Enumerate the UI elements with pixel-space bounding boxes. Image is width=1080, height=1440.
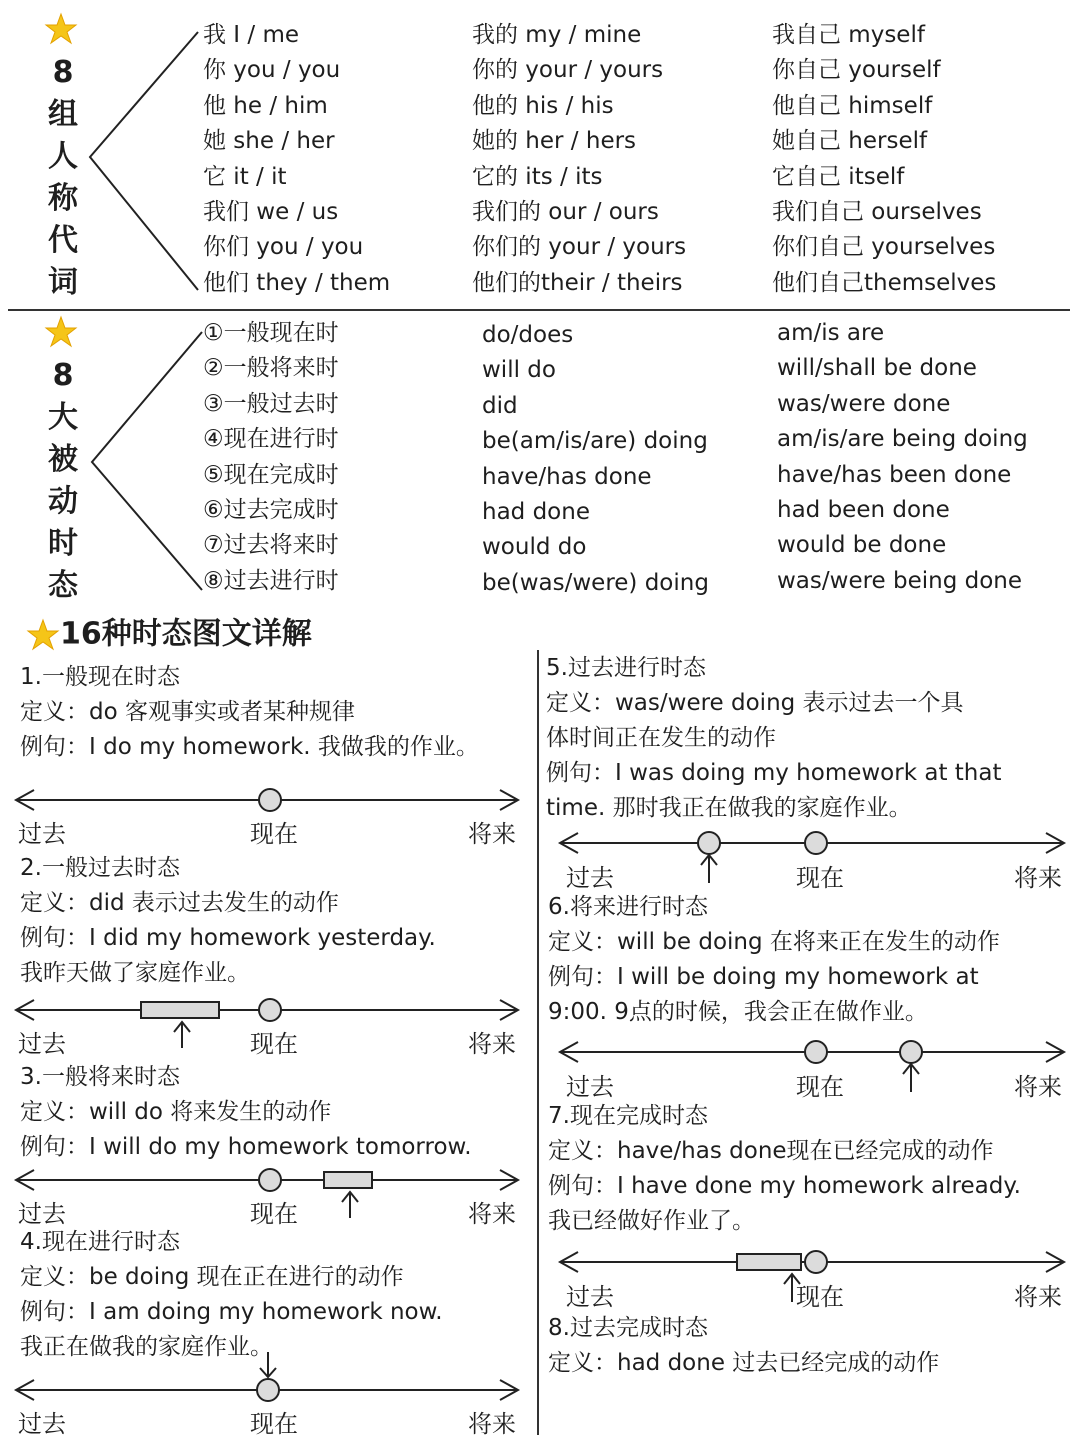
pronoun-row: 你 you / you bbox=[203, 57, 341, 84]
pronoun-row: 它 it / it bbox=[203, 163, 287, 190]
future-label: 将来 bbox=[1014, 1073, 1062, 1101]
pronoun-row: 她的 her / hers bbox=[472, 128, 637, 155]
tense-row: ⑥过去完成时 bbox=[203, 496, 339, 523]
active-form-row: would do bbox=[482, 534, 587, 561]
tense-translation: 我正在做我的家庭作业。 bbox=[20, 1334, 273, 1360]
tense-block-8 bbox=[548, 1311, 939, 1381]
past-label: 过去 bbox=[18, 1410, 66, 1438]
future-label: 将来 bbox=[1014, 1283, 1062, 1311]
pronoun-row: 她 she / her bbox=[203, 128, 335, 155]
pronoun-row: 你们自己 yourselves bbox=[772, 234, 996, 261]
pronoun-row: 它的 its / its bbox=[472, 163, 603, 190]
active-form-row: have/has done bbox=[482, 463, 652, 490]
past-label: 过去 bbox=[566, 1283, 614, 1311]
tense-heading: 4.现在进行时态 bbox=[20, 1229, 180, 1255]
tense-example: 例句：I am doing my homework now. bbox=[20, 1299, 443, 1325]
passive-form-row: am/is are bbox=[777, 320, 885, 346]
tense-row: ③一般过去时 bbox=[203, 390, 339, 417]
tense-definition: 定义：have/has done现在已经完成的动作 bbox=[548, 1138, 994, 1164]
pronoun-row: 我自己 myself bbox=[772, 22, 925, 48]
title-char: 词 bbox=[48, 265, 78, 300]
past-label: 过去 bbox=[566, 864, 614, 892]
now-label: 现在 bbox=[250, 1410, 298, 1438]
tense-translation: 我昨天做了家庭作业。 bbox=[20, 960, 250, 986]
pronoun-row: 你们 you / you bbox=[203, 234, 364, 261]
tense-row: ⑤现在完成时 bbox=[203, 461, 339, 488]
tense-heading: 7.现在完成时态 bbox=[548, 1103, 708, 1129]
future-label: 将来 bbox=[468, 820, 516, 848]
passive-form-row: am/is/are being doing bbox=[777, 426, 1028, 453]
tense-definition: 定义：will be doing 在将来正在发生的动作 bbox=[548, 929, 1000, 955]
tense-example: time. 那时我正在做我的家庭作业。 bbox=[546, 795, 912, 821]
title-char: 称 bbox=[48, 181, 78, 216]
pronoun-row: 你自己 yourself bbox=[772, 57, 941, 84]
title-char: 8 bbox=[52, 358, 74, 393]
tense-row: ⑦过去将来时 bbox=[203, 532, 339, 559]
active-form-row: will do bbox=[482, 357, 556, 384]
active-form-row: had done bbox=[482, 498, 590, 525]
tense-definition: 定义：do 客观事实或者某种规律 bbox=[20, 699, 355, 725]
title-char: 8 bbox=[52, 55, 74, 90]
tense-translation: 我已经做好作业了。 bbox=[548, 1208, 755, 1234]
now-label: 现在 bbox=[796, 1073, 844, 1101]
now-label: 现在 bbox=[796, 1283, 844, 1311]
passive-form-row: was/were done bbox=[777, 390, 951, 417]
pronoun-row: 他的 his / his bbox=[472, 92, 614, 119]
tense-row: ⑧过去进行时 bbox=[203, 567, 339, 594]
tense-example: 例句：I have done my homework already. bbox=[548, 1173, 1021, 1199]
passive-form-row: was/were being done bbox=[777, 567, 1023, 594]
now-label: 现在 bbox=[250, 1200, 298, 1228]
title-char: 大 bbox=[48, 400, 78, 435]
pronoun-row: 它自己 itself bbox=[772, 163, 905, 190]
tense-example: 例句：I did my homework yesterday. bbox=[20, 925, 436, 951]
tense-example: 例句：I was doing my homework at that bbox=[546, 760, 1002, 786]
pronoun-row: 他 he / him bbox=[203, 92, 328, 119]
pronoun-row: 我们自己 ourselves bbox=[772, 198, 982, 225]
title-char: 时 bbox=[48, 526, 78, 561]
title-char: 代 bbox=[48, 223, 78, 258]
passive-form-row: will/shall be done bbox=[777, 355, 977, 382]
pronoun-row: 你们的 your / yours bbox=[472, 234, 687, 261]
tense-example: 9:00. 9点的时候，我会正在做作业。 bbox=[548, 999, 928, 1025]
tense-definition: 定义：will do 将来发生的动作 bbox=[20, 1099, 332, 1125]
passive-form-row: would be done bbox=[777, 532, 947, 559]
future-label: 将来 bbox=[468, 1200, 516, 1228]
title-char: 被 bbox=[48, 442, 78, 477]
now-label: 现在 bbox=[250, 1030, 298, 1058]
past-label: 过去 bbox=[18, 820, 66, 848]
tense-example: 例句：I will do my homework tomorrow. bbox=[20, 1134, 472, 1160]
pronoun-row: 我的 my / mine bbox=[472, 22, 642, 48]
tense-heading: 8.过去完成时态 bbox=[548, 1315, 708, 1341]
title-char: 人 bbox=[48, 139, 78, 174]
active-form-row: do/does bbox=[482, 322, 574, 348]
passive-form-row: had been done bbox=[777, 496, 950, 523]
active-form-row: be(am/is/are) doing bbox=[482, 428, 708, 455]
pronoun-row: 我 I / me bbox=[203, 22, 300, 48]
past-label: 过去 bbox=[18, 1030, 66, 1058]
active-form-row: did bbox=[482, 392, 518, 419]
tense-definition: 定义：was/were doing 表示过去一个具 bbox=[546, 690, 964, 716]
tense-row: ④现在进行时 bbox=[203, 426, 339, 453]
title-char: 态 bbox=[48, 568, 78, 603]
pronoun-row: 她自己 herself bbox=[772, 128, 928, 155]
passive-form-row: have/has been done bbox=[777, 461, 1012, 488]
pronoun-row: 他自己 himself bbox=[772, 92, 933, 119]
tense-heading: 2.一般过去时态 bbox=[20, 855, 180, 881]
pronoun-row: 他们 they / them bbox=[203, 269, 391, 296]
tense-definition: 定义：be doing 现在正在进行的动作 bbox=[20, 1264, 404, 1290]
tense-heading: 6.将来进行时态 bbox=[548, 894, 708, 920]
tense-row: ①一般现在时 bbox=[203, 320, 339, 346]
now-label: 现在 bbox=[796, 864, 844, 892]
pronoun-row: 他们的their / theirs bbox=[472, 269, 683, 296]
section-title-text: 16种时态图文详解 bbox=[60, 616, 312, 652]
future-label: 将来 bbox=[468, 1030, 516, 1058]
tense-heading: 3.一般将来时态 bbox=[20, 1064, 180, 1090]
past-label: 过去 bbox=[566, 1073, 614, 1101]
active-form-row: be(was/were) doing bbox=[482, 569, 709, 596]
future-label: 将来 bbox=[468, 1410, 516, 1438]
past-label: 过去 bbox=[18, 1200, 66, 1228]
tense-definition: 定义：did 表示过去发生的动作 bbox=[20, 890, 339, 916]
tense-heading: 1.一般现在时态 bbox=[20, 664, 180, 690]
tense-row: ②一般将来时 bbox=[203, 355, 339, 382]
tense-definition: 定义：had done 过去已经完成的动作 bbox=[548, 1350, 940, 1376]
pronoun-row: 我们的 our / ours bbox=[472, 198, 659, 225]
pronoun-row: 你的 your / yours bbox=[472, 57, 664, 84]
now-label: 现在 bbox=[250, 820, 298, 848]
title-char: 动 bbox=[48, 484, 78, 519]
tense-definition: 体时间正在发生的动作 bbox=[546, 725, 776, 751]
title-char: 组 bbox=[48, 97, 78, 132]
future-label: 将来 bbox=[1014, 864, 1062, 892]
pronoun-row: 我们 we / us bbox=[203, 198, 339, 225]
tense-example: 例句：I will be doing my homework at bbox=[548, 964, 979, 990]
pronoun-row: 他们自己themselves bbox=[772, 269, 997, 296]
tense-example: 例句：I do my homework. 我做我的作业。 bbox=[20, 734, 479, 760]
tense-heading: 5.过去进行时态 bbox=[546, 655, 706, 681]
